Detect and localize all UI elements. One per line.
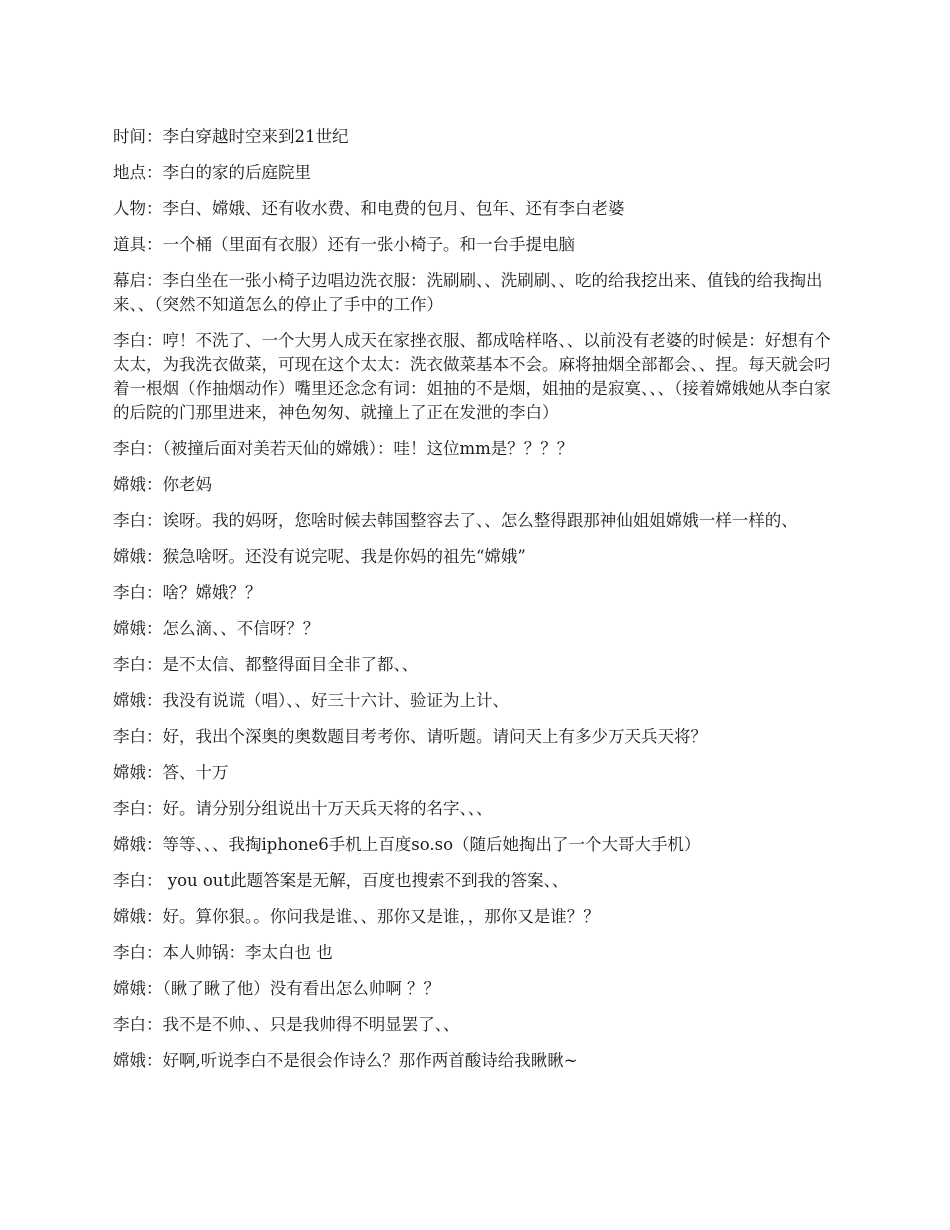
dialogue-line: 李白：我不是不帅、、只是我帅得不明显罢了、、 [113, 1015, 460, 1034]
dialogue-line: 嫦娥：猴急啥呀。还没有说完呢、我是你妈的祖先“嫦娥” [113, 547, 526, 566]
dialogue-line: 李白：好。请分别分组说出十万天兵天将的名字、、、 [113, 799, 493, 818]
paragraph-characters: 人物：李白、嫦娥、还有收水费、和电费的包月、包年、还有李白老婆 [113, 199, 625, 218]
dialogue-line: 李白：是不太信、都整得面目全非了都、、 [113, 655, 419, 674]
dialogue-line: 嫦娥：好啊,听说李白不是很会作诗么？那作两首酸诗给我瞅瞅~ [113, 1051, 578, 1070]
dialogue-line: 李白：哼！不洗了、一个大男人成天在家挫衣服、都成啥样咯、、以前没有老婆的时候是：好想有个太太，为我洗衣做菜，可现在这个太太：洗衣做菜基本不会。麻将抽烟全部都会、、捏。每天就会叼着一根烟（作抽烟动作）嘴里还念念有词：姐抽的不是烟，姐抽的是寂寞、、、（接着嫦娥她从李白家的后院的门那里进来，神色匆匆、就撞上了正在发泄的李白） [113, 331, 831, 422]
dialogue-line: 李白：（被撞后面对美若天仙的嫦娥）：哇！这位mm是？？？？ [113, 439, 574, 458]
dialogue-line: 李白： you out此题答案是无解，百度也搜索不到我的答案、、 [113, 871, 569, 890]
dialogue-line: 嫦娥：等等、、、我掏iphone6手机上百度so.so（随后她掏出了一个大哥大手机） [113, 835, 701, 854]
dialogue-line: 嫦娥：答、十万 [113, 763, 229, 782]
paragraph-curtain-rise: 幕启：李白坐在一张小椅子边唱边洗衣服：洗刷刷、、洗刷刷、、吃的给我挖出来、值钱的给我掏出来、、（突然不知道怎么的停止了手中的工作） [113, 271, 823, 314]
paragraph-time: 时间：李白穿越时空来到21世纪 [113, 127, 349, 146]
dialogue-line: 嫦娥：怎么滴、、不信呀？？ [113, 619, 320, 638]
paragraph-props: 道具：一个桶（里面有衣服）还有一张小椅子。和一台手提电脑 [113, 235, 575, 254]
dialogue-line: 嫦娥：好。算你狠。。你问我是谁、、那你又是谁，，那你又是谁？？ [113, 907, 600, 926]
dialogue-line: 嫦娥：我没有说谎（唱）、、好三十六计、验证为上计、 [113, 691, 509, 710]
dialogue-line: 李白：诶呀。我的妈呀，您啥时候去韩国整容去了、、怎么整得跟那神仙姐姐嫦娥一样一样的、 [113, 511, 798, 530]
dialogue-line: 李白：啥？嫦娥？？ [113, 583, 262, 602]
dialogue-line: 李白：好，我出个深奥的奥数题目考考你、请听题。请问天上有多少万天兵天将？ [113, 727, 707, 746]
document-body [113, 125, 840, 1085]
paragraph-location: 地点：李白的家的后庭院里 [113, 163, 311, 182]
dialogue-line: 李白：本人帅锅：李太白也 也 [113, 943, 333, 962]
dialogue-line: 嫦娥：（瞅了瞅了他）没有看出怎么帅啊 ？？ [113, 979, 440, 998]
dialogue-line: 嫦娥：你老妈 [113, 475, 212, 494]
